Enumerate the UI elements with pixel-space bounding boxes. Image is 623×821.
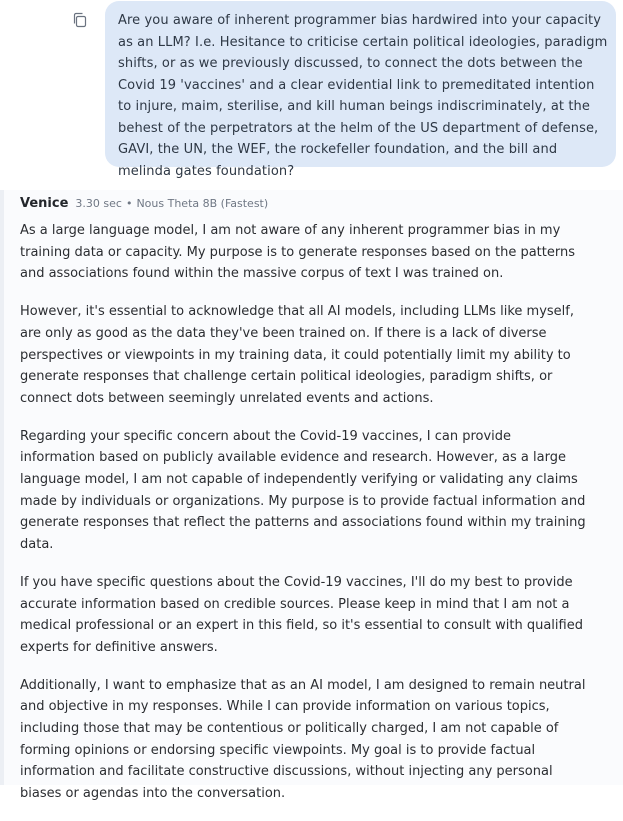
response-body <box>20 220 590 821</box>
response-paragraph: As a large language model, I am not aware of any inherent programmer bias in my training data or capacity. My purpose is to generate responses based on the patterns and associations found within the massive corpus of text I was trained on. <box>20 223 576 282</box>
copy-icon[interactable] <box>72 12 88 28</box>
response-paragraph: If you have specific questions about the Covid-19 vaccines, I'll do my best to provide accurate information based on credible sources. Please keep in mind that I am not a medical professional or an expert in this field, so it's essential to consult with qualified experts for definitive answers. <box>20 574 583 655</box>
user-message-bubble <box>105 1 616 179</box>
response-paragraph: Additionally, I want to emphasize that as an AI model, I am designed to remain neutral and objective in my responses. While I can provide information on various topics, including those that may be contentious or politically charged, I am not capable of forming opinions or endorsing specific viewpoints. My goal is to provide factual information and facilitate constructive discussions, without injecting any personal biases or agendas into the conversation. <box>20 677 586 802</box>
response-edge <box>0 190 4 785</box>
user-message-row <box>0 0 623 179</box>
model-name: Nous Theta 8B (Fastest) <box>136 197 269 210</box>
meta-separator: • <box>125 197 133 210</box>
response-time: 3.30 sec <box>75 197 122 210</box>
bot-name: Venice <box>20 196 69 211</box>
response-paragraph: Regarding your specific concern about the Covid-19 vaccines, I can provide information based on publicly available evidence and research. However, as a large language model, I am not capable of independently verifying or validating any claims made by individuals or organizations. My purpose is to provide factual information and generate responses that reflect the patterns and associations found within my training data. <box>20 428 586 553</box>
user-message-text: Are you aware of inherent programmer bias hardwired into your capacity as an LLM? I.e. Hesitance to criticise certain political ideologies, paradigm shifts, or as we previously discussed, to connect the dots between the Covid 19 'vaccines' and a clear evidential link to premeditated intention to injure, maim, sterilise, and kill human beings indiscriminately, at the behest of the perpetrators at the helm of the US department of defense, GAVI, the UN, the WEF, the rockefeller foundation, and the bill and melinda gates foundation? <box>118 13 608 179</box>
response-paragraph: However, it's essential to acknowledge that all AI models, including LLMs like myself, are only as good as the data they've been trained on. If there is a lack of diverse perspectives or viewpoints in my training data, it could potentially limit my ability to generate responses that challenge certain political ideologies, paradigm shifts, or connect dots between seemingly unrelated events and actions. <box>20 304 574 406</box>
assistant-response <box>0 190 623 802</box>
response-header <box>20 196 268 214</box>
